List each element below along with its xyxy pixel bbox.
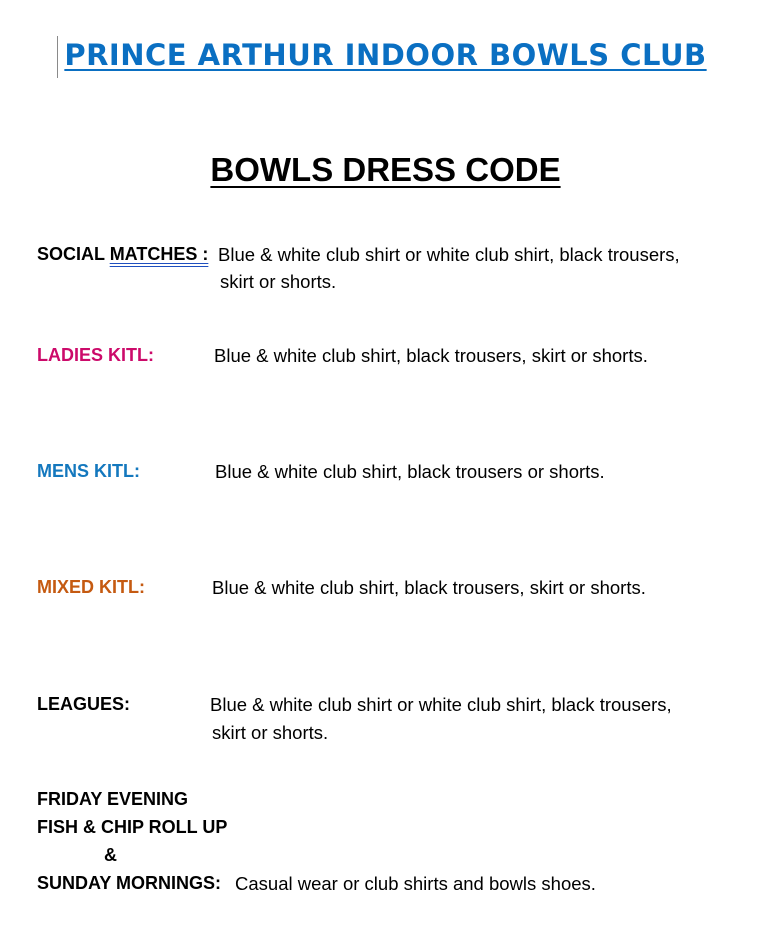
ladies-kitl-label: LADIES KITL: [37, 345, 154, 365]
social-label-matches: MATCHES : [109, 244, 209, 264]
social-matches-text-line2: skirt or shorts. [220, 271, 337, 292]
mixed-kitl-label: MIXED KITL: [37, 577, 145, 597]
ampersand-label: & [104, 845, 117, 865]
leagues-label: LEAGUES: [37, 694, 131, 714]
leagues-text-line2: skirt or shorts. [212, 722, 329, 743]
club-name-heading: PRINCE ARTHUR INDOOR BOWLS CLUB [64, 38, 707, 72]
ladies-kitl-text: Blue & white club shirt, black trousers, skirt or shorts. [214, 345, 648, 366]
social-matches-text-line1: Blue & white club shirt or white club shirt, black trousers, [218, 244, 680, 265]
social-label-prefix: SOCIAL [37, 244, 110, 264]
mens-kitl-label: MENS KITL: [37, 461, 140, 481]
friday-evening-label: FRIDAY EVENING [37, 789, 189, 809]
mixed-kitl-text: Blue & white club shirt, black trousers, skirt or shorts. [212, 577, 646, 598]
sunday-mornings-label: SUNDAY MORNINGS: [37, 873, 222, 893]
sunday-mornings-text: Casual wear or club shirts and bowls shoes. [235, 873, 596, 894]
mens-kitl-text: Blue & white club shirt, black trousers or shorts. [215, 461, 605, 482]
social-matches-label [37, 244, 208, 265]
fish-chip-label: FISH & CHIP ROLL UP [37, 817, 228, 837]
leagues-text-line1: Blue & white club shirt or white club shirt, black trousers, [210, 694, 672, 715]
dress-code-title: BOWLS DRESS CODE [210, 151, 561, 188]
